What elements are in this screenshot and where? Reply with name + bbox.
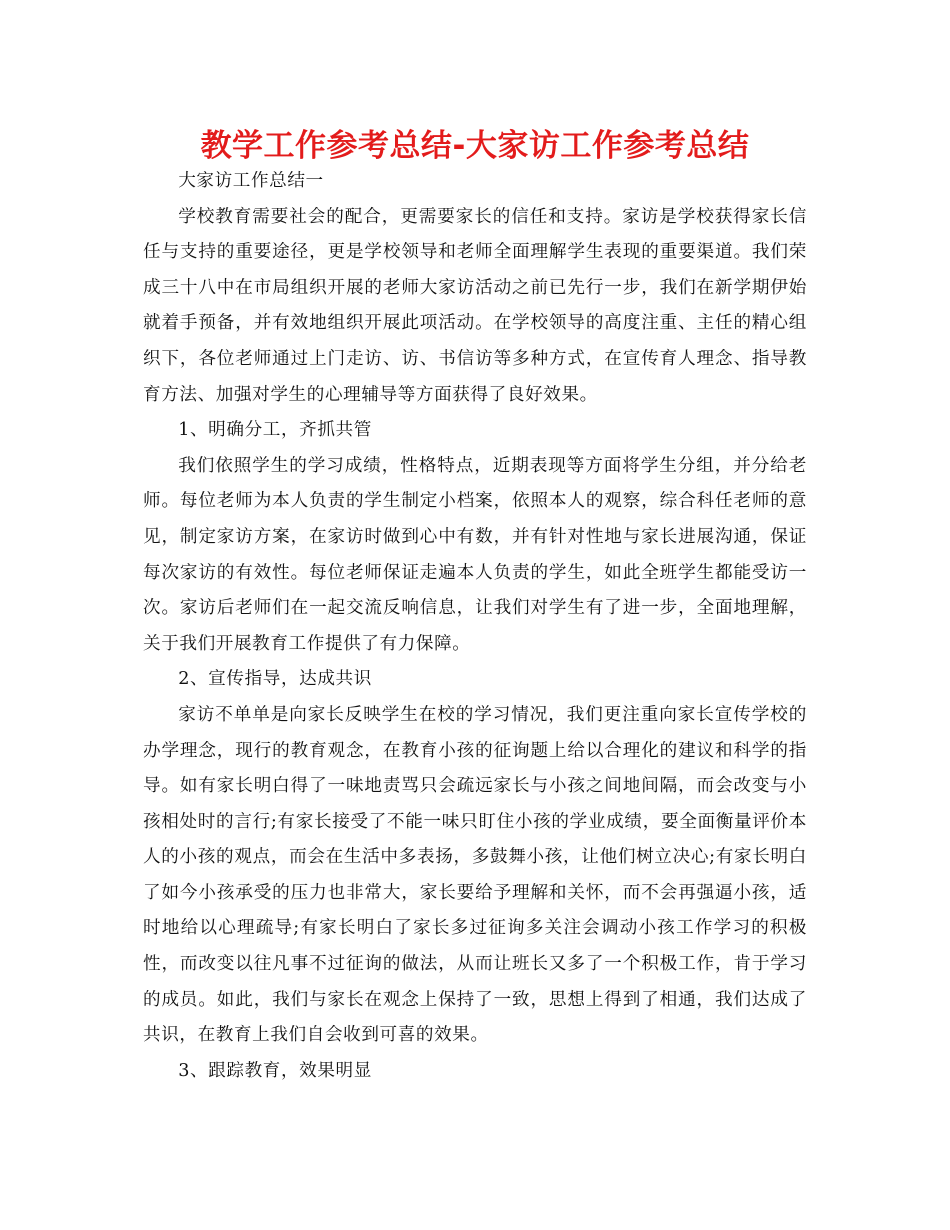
section-heading-3: 3、跟踪教育，效果明显 [178,1060,372,1081]
document-body [143,164,807,1089]
paragraph-section-1: 我们依照学生的学习成绩，性格特点，近期表现等方面将学生分组，并分给老师。每位老师为本人负责的学生制定小档案，依照本人的观察，综合科任老师的意见，制定家访方案，在家访时做到心中有数，并有针对性地与家长进展沟通，保证每次家访的有效性。每位老师保证走遍本人负责的学生，如此全班学生都能受访一次。家访后老师们在一起交流反响信息，让我们对学生有了进一步，全面地理解，关于我们开展教育工作提供了有力保障。 [143,455,807,654]
section-heading-1: 1、明确分工，齐抓共管 [178,420,372,441]
paragraph-intro: 学校教育需要社会的配合，更需要家长的信任和支持。家访是学校获得家长信任与支持的重要途径，更是学校领导和老师全面理解学生表现的重要渠道。我们荣成三十八中在市局组织开展的老师大家访活动之前已先行一步，我们在新学期伊始就着手预备，并有效地组织开展此项活动。在学校领导的高度注重、主任的精心组织下，各位老师通过上门走访、访、书信访等多种方式，在宣传育人理念、指导教育方法、加强对学生的心理辅导等方面获得了良好效果。 [143,206,807,405]
section-heading-summary-one: 大家访工作总结一 [178,171,324,191]
document-title: 教学工作参考总结-大家访工作参考总结 [200,128,750,164]
paragraph-section-2: 家访不单单是向家长反映学生在校的学习情况，我们更注重向家长宣传学校的办学理念，现行的教育观念，在教育小孩的征询题上给以合理化的建议和科学的指导。如有家长明白得了一味地责骂只会疏远家长与小孩之间地间隔，而会改变与小孩相处时的言行;有家长接受了不能一味只盯住小孩的学业成绩，要全面衡量评价本人的小孩的观点，而会在生活中多表扬，多鼓舞小孩，让他们树立决心;有家长明白了如今小孩承受的压力也非常大，家长要给予理解和关怀，而不会再强逼小孩，适时地给以心理疏导;有家长明白了家长多过征询多关注会调动小孩工作学习的积极性，而改变以往凡事不过征询的做法，从而让班长又多了一个积极工作，肯于学习的成员。如此，我们与家长在观念上保持了一致，思想上得到了相通，我们达成了共识，在教育上我们自会收到可喜的效果。 [143,704,807,1046]
section-heading-2: 2、宣传指导，达成共识 [178,669,372,690]
